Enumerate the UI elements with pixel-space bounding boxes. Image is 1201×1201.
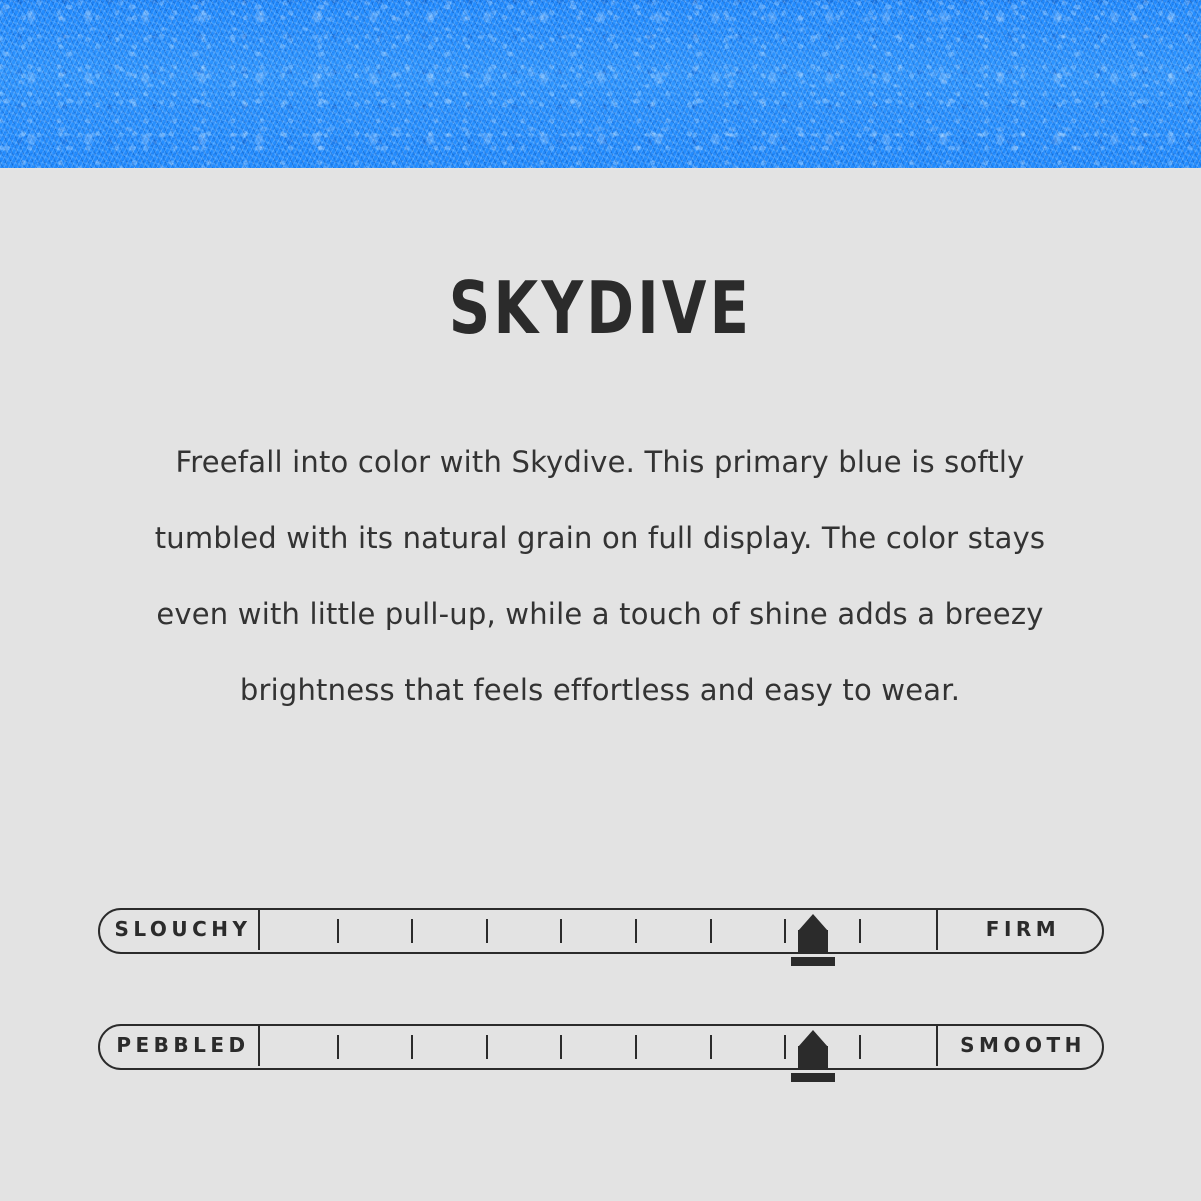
slider-temper[interactable] (98, 908, 1104, 956)
handle-arrow-icon (798, 914, 828, 931)
slider-texture[interactable] (98, 1024, 1104, 1072)
slider-left-label: SLOUCHY (100, 908, 260, 950)
page-title: SKYDIVE (448, 266, 753, 350)
leather-speckle-overlay (0, 0, 1201, 168)
slider-right-label: FIRM (936, 908, 1102, 950)
slider-tick (337, 919, 339, 943)
skydive-leather-swatch (0, 0, 1201, 168)
slider-left-label: PEBBLED (100, 1024, 260, 1066)
slider-tick (560, 1035, 562, 1059)
attribute-sliders (98, 908, 1104, 1140)
slider-tick (486, 919, 488, 943)
handle-arrow-icon (798, 1030, 828, 1047)
slider-tick (784, 1035, 786, 1059)
slider-tick (635, 919, 637, 943)
slider-tick (710, 1035, 712, 1059)
slider-right-label: SMOOTH (936, 1024, 1102, 1066)
slider-tick (635, 1035, 637, 1059)
slider-tick (411, 919, 413, 943)
slider-handle[interactable] (791, 914, 835, 972)
slider-tick (859, 1035, 861, 1059)
slider-handle[interactable] (791, 1030, 835, 1088)
slider-tick (337, 1035, 339, 1059)
slider-tick (411, 1035, 413, 1059)
slider-tick (560, 919, 562, 943)
slider-tick (486, 1035, 488, 1059)
slider-tick (710, 919, 712, 943)
slider-tick (784, 919, 786, 943)
handle-base (791, 1073, 835, 1082)
handle-body (798, 1046, 828, 1068)
handle-body (798, 930, 828, 952)
handle-base (791, 957, 835, 966)
slider-tick (859, 919, 861, 943)
description-text: Freefall into color with Skydive. This primary blue is softly tumbled with its natural grain on full display. The color stays even with little pull-up, while a touch of shine adds a breezy brightness that feels effortless and easy to wear. (154, 445, 1046, 707)
